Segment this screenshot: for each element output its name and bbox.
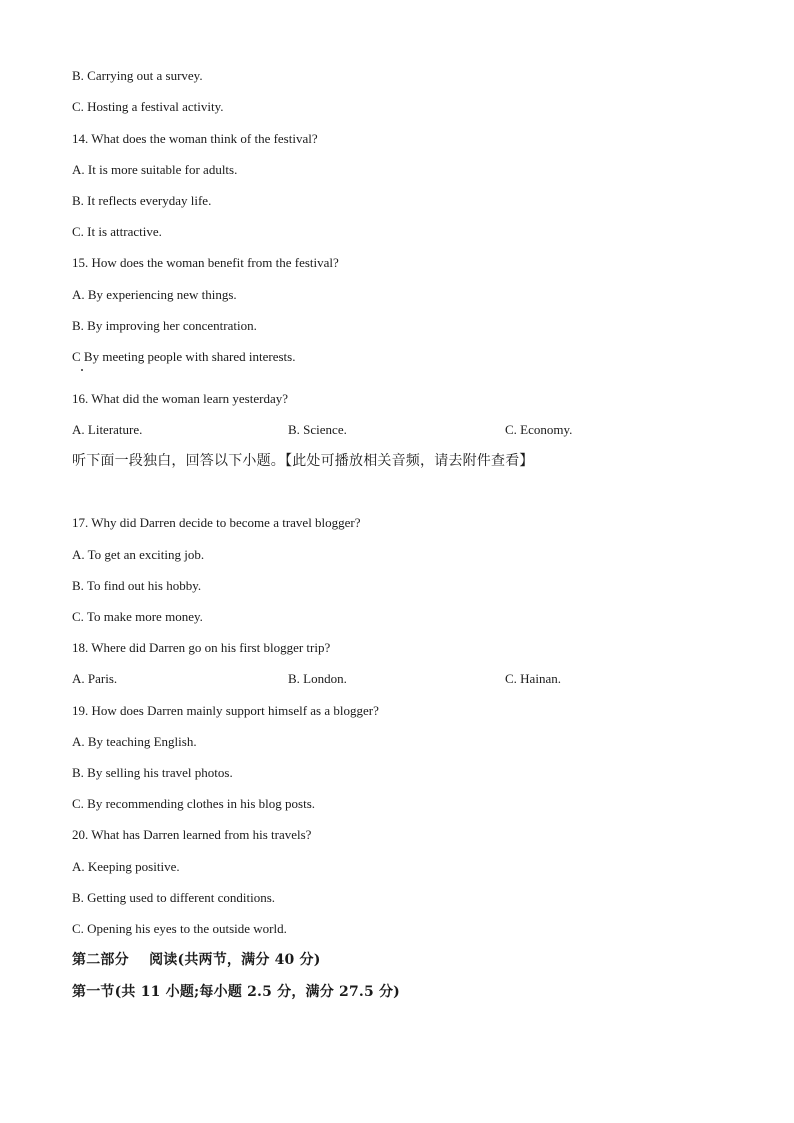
- q19-option-b: B. By selling his travel photos.: [72, 765, 233, 780]
- q17-option-b: B. To find out his hobby.: [72, 578, 202, 593]
- q20-option-c: C. Opening his eyes to the outside world.: [72, 921, 287, 936]
- q13-option-b: B. Carrying out a survey.: [72, 68, 203, 83]
- q14-stem: 14. What does the woman think of the festival?: [72, 131, 318, 146]
- q18-option-a: A. Paris.: [72, 671, 118, 686]
- q15-option-c: C By meeting people with shared interests.: [72, 349, 296, 364]
- q14-option-c: C. It is attractive.: [72, 224, 162, 239]
- q17-stem: 17. Why did Darren decide to become a travel blogger?: [72, 515, 361, 530]
- q19-option-c: C. By recommending clothes in his blog posts.: [72, 796, 316, 811]
- q20-stem: 20. What has Darren learned from his travels?: [72, 827, 312, 842]
- q16-option-c: C. Economy.: [505, 422, 573, 437]
- q14-option-b: B. It reflects everyday life.: [72, 193, 212, 208]
- q18-option-c: C. Hainan.: [505, 671, 561, 686]
- q17-option-a: A. To get an exciting job.: [72, 547, 205, 562]
- q19-stem: 19. How does Darren mainly support himself as a blogger?: [72, 703, 379, 718]
- part2-heading: 第二部分 阅读(共两节，满分 40 分): [72, 952, 321, 968]
- q16-option-a: A. Literature.: [72, 422, 143, 437]
- q18-option-b: B. London.: [288, 671, 347, 686]
- q15-option-b: B. By improving her concentration.: [72, 318, 257, 333]
- q20-option-b: B. Getting used to different conditions.: [72, 890, 276, 905]
- monologue-instruction: 听下面一段独白，回答以下小题。【此处可播放相关音频，请去附件查看】: [72, 453, 534, 469]
- q15-stem: 15. How does the woman benefit from the festival?: [72, 255, 339, 270]
- q19-option-a: A. By teaching English.: [72, 734, 197, 749]
- q17-option-c: C. To make more money.: [72, 609, 203, 624]
- section1-heading: 第一节(共 11 小题;每小题 2.5 分，满分 27.5 分): [72, 984, 400, 1000]
- stray-dot: [81, 369, 83, 371]
- q18-stem: 18. Where did Darren go on his first blogger trip?: [72, 640, 331, 655]
- q13-option-c: C. Hosting a festival activity.: [72, 99, 224, 114]
- q14-option-a: A. It is more suitable for adults.: [72, 162, 238, 177]
- q20-option-a: A. Keeping positive.: [72, 859, 180, 874]
- q15-option-a: A. By experiencing new things.: [72, 287, 237, 302]
- q16-stem: 16. What did the woman learn yesterday?: [72, 391, 288, 406]
- q16-option-b: B. Science.: [288, 422, 347, 437]
